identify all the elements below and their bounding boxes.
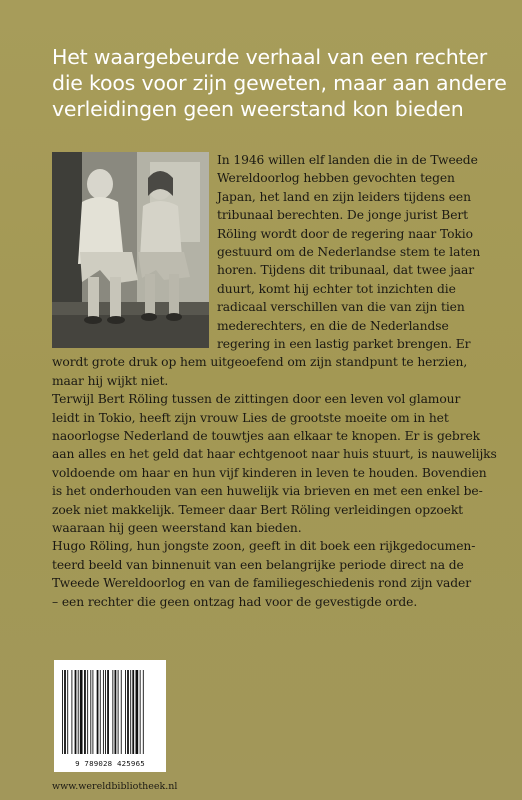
barcode-bar bbox=[105, 670, 106, 754]
text-line: zoek niet makkelijk. Temeer daar Bert Röling verleidingen opzoekt bbox=[52, 502, 464, 517]
barcode-bar bbox=[67, 670, 68, 754]
barcode-number: 9 789028 425965 bbox=[75, 759, 145, 768]
barcode-bar bbox=[78, 670, 79, 754]
barcode-bar bbox=[118, 670, 119, 754]
barcode-bar bbox=[132, 670, 134, 754]
text-line: horen. Tijdens dit tribunaal, dat twee jaar bbox=[217, 263, 475, 278]
headline-line: verleidingen geen weerstand kon bieden bbox=[52, 97, 464, 121]
barcode-bar bbox=[87, 670, 88, 754]
barcode-bar bbox=[71, 670, 72, 754]
barcode-bar bbox=[143, 670, 144, 754]
isbn-barcode bbox=[54, 660, 166, 772]
text-line: mederechters, en die de Nederlandse bbox=[217, 318, 449, 333]
text-line: Tweede Wereldoorlog en van de familiegeschiedenis rond zijn vader bbox=[52, 576, 472, 591]
text-line: voldoende om haar en hun vijf kinderen in leven te houden. Bovendien bbox=[52, 465, 487, 480]
publisher-website: www.wereldbibliotheek.nl bbox=[52, 781, 178, 792]
text-line: radicaal verschillen van die van zijn tien bbox=[217, 300, 465, 315]
barcode-bar bbox=[92, 670, 93, 754]
body-text bbox=[52, 335, 517, 611]
barcode-bar bbox=[112, 670, 113, 754]
headline-line: Het waargebeurde verhaal van een rechter bbox=[52, 45, 488, 69]
barcode-bar bbox=[121, 670, 122, 754]
barcode-bar bbox=[127, 670, 129, 754]
barcode-bar bbox=[64, 670, 66, 754]
text-line: leidt in Tokio, heeft zijn vrouw Lies de grootste moeite om in het bbox=[52, 410, 449, 425]
text-line: Röling wordt door de regering naar Tokio bbox=[217, 226, 473, 241]
barcode-bar bbox=[130, 670, 131, 754]
text-line: Terwijl Bert Röling tussen de zittingen door een leven vol glamour bbox=[52, 392, 461, 407]
barcode-bar bbox=[97, 670, 99, 754]
text-line: In 1946 willen elf landen die in de Tweede bbox=[217, 153, 478, 167]
text-line: – een rechter die geen ontzag had voor de gevestigde orde. bbox=[52, 594, 418, 609]
text-line: Japan, het land en zijn leiders tijdens een bbox=[217, 189, 471, 204]
barcode-bar bbox=[125, 670, 126, 754]
text-line: Wereldoorlog hebben gevochten tegen bbox=[217, 171, 455, 186]
text-line: teerd beeld van binnenuit van een belangrijke periode direct na de bbox=[52, 557, 464, 572]
barcode-icon bbox=[54, 660, 166, 758]
barcode-bar bbox=[115, 670, 117, 754]
barcode-bar bbox=[84, 670, 86, 754]
text-line: gestuurd om de Nederlandse stem te laten bbox=[217, 245, 481, 260]
text-line: Hugo Röling, hun jongste zoon, geeft in dit boek een rijkgedocumen- bbox=[52, 539, 476, 554]
text-line: regering in een lastig parket brengen. Er bbox=[217, 337, 471, 351]
barcode-bar bbox=[90, 670, 91, 754]
barcode-bar bbox=[140, 670, 141, 754]
intro-paragraph bbox=[217, 151, 517, 335]
barcode-bar bbox=[136, 670, 139, 754]
text-line: naoorlogse Nederland de touwtjes aan elkaar te knopen. Er is gebrek bbox=[52, 429, 481, 444]
text-line: maar hij wijkt niet. bbox=[52, 373, 169, 388]
text-line: aan alles en het geld dat haar echtgenoot naar huis stuurt, is nauwelijks bbox=[52, 447, 497, 462]
barcode-bar bbox=[75, 670, 77, 754]
barcode-bar bbox=[100, 670, 101, 754]
headline-line: die koos voor zijn geweten, maar aan andere bbox=[52, 71, 507, 95]
text-line: wordt grote druk op hem uitgeoefend om zijn standpunt te herzien, bbox=[52, 355, 468, 370]
text-line: is het onderhouden van een huwelijk via brieven en met een enkel be- bbox=[52, 484, 483, 499]
text-line: tribunaal berechten. De jonge jurist Bert bbox=[217, 208, 469, 223]
barcode-bar bbox=[107, 670, 109, 754]
text-line: waaraan hij geen weerstand kan bieden. bbox=[52, 521, 302, 536]
barcode-bar bbox=[103, 670, 104, 754]
barcode-bar bbox=[80, 670, 83, 754]
barcode-bar bbox=[62, 670, 63, 754]
couple-photo bbox=[52, 152, 209, 348]
text-line: duurt, komt hij echter tot inzichten die bbox=[217, 281, 456, 296]
headline bbox=[52, 44, 512, 122]
